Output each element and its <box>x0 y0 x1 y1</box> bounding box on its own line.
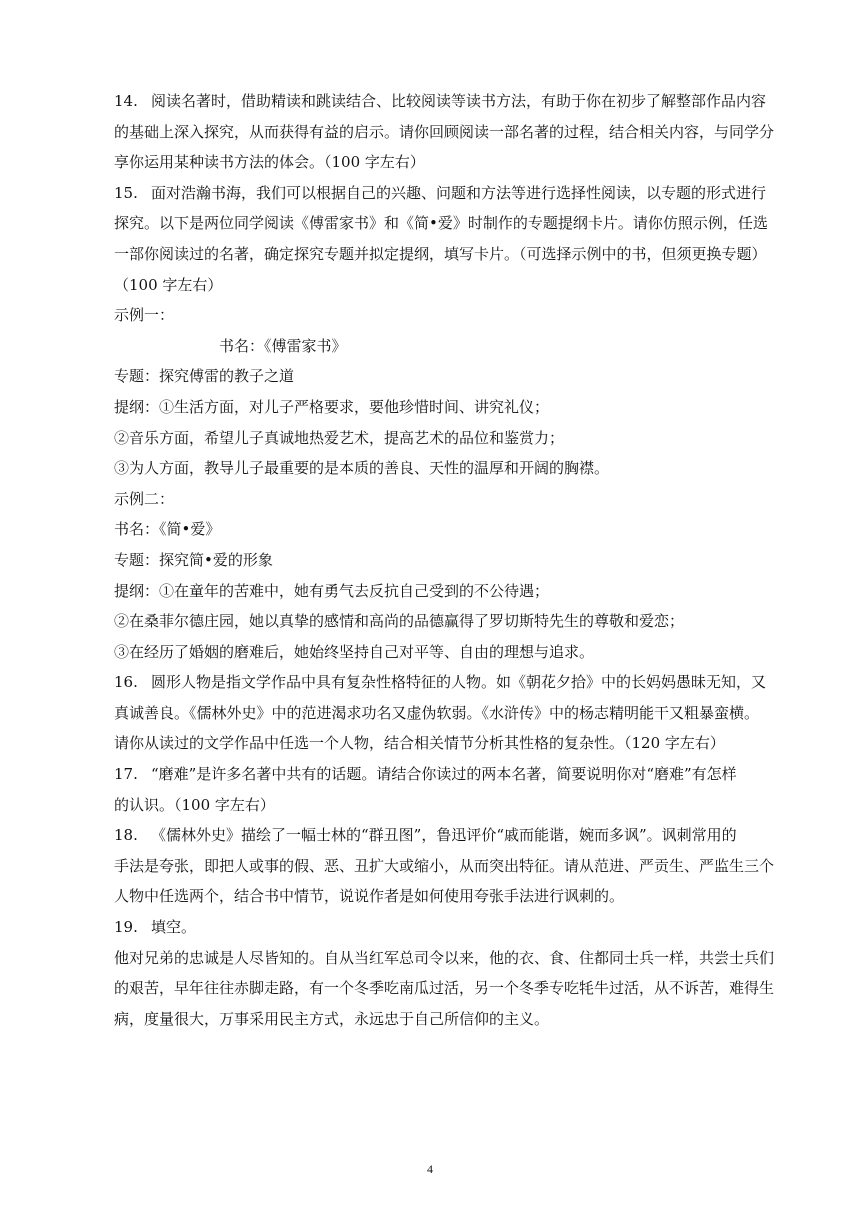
example-outline-item: ③为人方面，教导儿子最重要的是本质的善良、天性的温厚和开阔的胸襟。 <box>114 459 610 478</box>
example-label: 示例二： <box>114 489 175 508</box>
question-text-line: 圆形人物是指文学作品中具有复杂性格特征的人物。如《朝花夕拾》中的长妈妈愚昧无知，又 <box>151 673 767 692</box>
example-topic: 专题：探究傅雷的教子之道 <box>114 367 295 386</box>
example-outline-item: 提纲：①生活方面，对儿子严格要求，要他珍惜时间、讲究礼仪； <box>114 397 550 416</box>
question-title: 填空。 <box>151 918 197 937</box>
question-number: 17. <box>114 765 138 784</box>
question-14 <box>114 86 775 178</box>
example-book-title: 书名：《简•爱》 <box>114 520 221 539</box>
passage-line: 病，度量很大，万事采用民主方式，永远忠于自己所信仰的主义。 <box>114 1009 550 1028</box>
question-text-line: 人物中任选两个，结合书中情节，说说作者是如何使用夸张手法进行讽刺的。 <box>114 887 625 906</box>
question-text-line: 一部你阅读过的名著，确定探究专题并拟定提纲，填写卡片。（可选择示例中的书，但须更换专题） <box>114 244 767 263</box>
question-number: 14. <box>114 92 138 110</box>
question-15 <box>114 178 768 300</box>
question-text-line: 的基础上深入探究，从而获得有益的启示。请你回顾阅读一部名著的过程，结合相关内容，与同学分 <box>114 122 775 141</box>
example-outline-item: 提纲：①在童年的苦难中，她有勇气去反抗自己受到的不公待遇； <box>114 581 550 600</box>
question-text-line: 面对浩瀚书海，我们可以根据自己的兴趣、问题和方法等进行选择性阅读，以专题的形式进行 <box>151 183 767 202</box>
question-number: 15. <box>114 183 138 202</box>
page-number: 4 <box>427 1162 433 1176</box>
example-topic: 专题：探究简•爱的形象 <box>114 550 273 569</box>
question-text-line: 探究。以下是两位同学阅读《傅雷家书》和《简•爱》时制作的专题提纲卡片。请你仿照示例，任选 <box>114 214 768 233</box>
passage-line: 的艰苦，早年往往赤脚走路，有一个冬季吃南瓜过活，另一个冬季专吃牦牛过活，从不诉苦，难得生 <box>114 979 775 998</box>
example-label: 示例一： <box>114 306 175 325</box>
example-outline-item: ②音乐方面，希望儿子真诚地热爱艺术，提高艺术的品位和鉴赏力； <box>114 428 565 447</box>
question-text-line: 的认识。（100 字左右） <box>114 795 275 814</box>
question-16 <box>114 667 767 759</box>
page-content <box>114 86 775 1034</box>
question-text-line: 请你从读过的文学作品中任选一个人物，结合相关情节分析其性格的复杂性。（120 字左右） <box>114 734 725 753</box>
example-card-1 <box>114 300 748 484</box>
example-outline-item: ②在桑菲尔德庄园，她以真挚的感情和高尚的品德赢得了罗切斯特先生的尊敬和爱恋； <box>114 612 685 631</box>
question-text-line: 阅读名著时，借助精读和跳读结合、比较阅读等读书方法，有助于你在初步了解整部作品内容 <box>151 92 767 110</box>
example-book-title: 书名：《傅雷家书》 <box>219 336 347 355</box>
question-text-line: 手法是夸张，即把人或事的假、恶、丑扩大或缩小，从而突出特征。请从范进、严贡生、严监生三个 <box>114 856 775 875</box>
question-19 <box>114 912 775 1034</box>
example-outline-item: ③在经历了婚姻的磨难后，她始终坚持自己对平等、自由的理想与追求。 <box>114 642 595 661</box>
question-text-line: “磨难”是许多名著中共有的话题。请结合你读过的两本名著，简要说明你对“磨难”有怎样 <box>151 765 737 784</box>
example-card-2 <box>114 484 748 668</box>
question-number: 19. <box>114 918 138 937</box>
question-18 <box>114 820 775 912</box>
question-number: 18. <box>114 826 138 845</box>
question-text-line: （100 字左右） <box>114 275 223 294</box>
question-text-line: 《儒林外史》描绘了一幅士林的“群丑图”，鲁迅评价“戚而能谐，婉而多讽”。讽刺常用的 <box>151 826 737 845</box>
question-text-line: 享你运用某种读书方法的体会。（100 字左右） <box>114 153 425 172</box>
question-text-line: 真诚善良。《儒林外史》中的范进渴求功名又虚伪软弱。《水浒传》中的杨志精明能干又粗暴蛮横。 <box>114 703 760 722</box>
passage-line: 他对兄弟的忠诚是人尽皆知的。自从当红军总司令以来，他的衣、食、住都同士兵一样，共尝士兵们 <box>114 948 775 967</box>
question-17 <box>114 759 748 820</box>
question-number: 16. <box>114 673 138 692</box>
